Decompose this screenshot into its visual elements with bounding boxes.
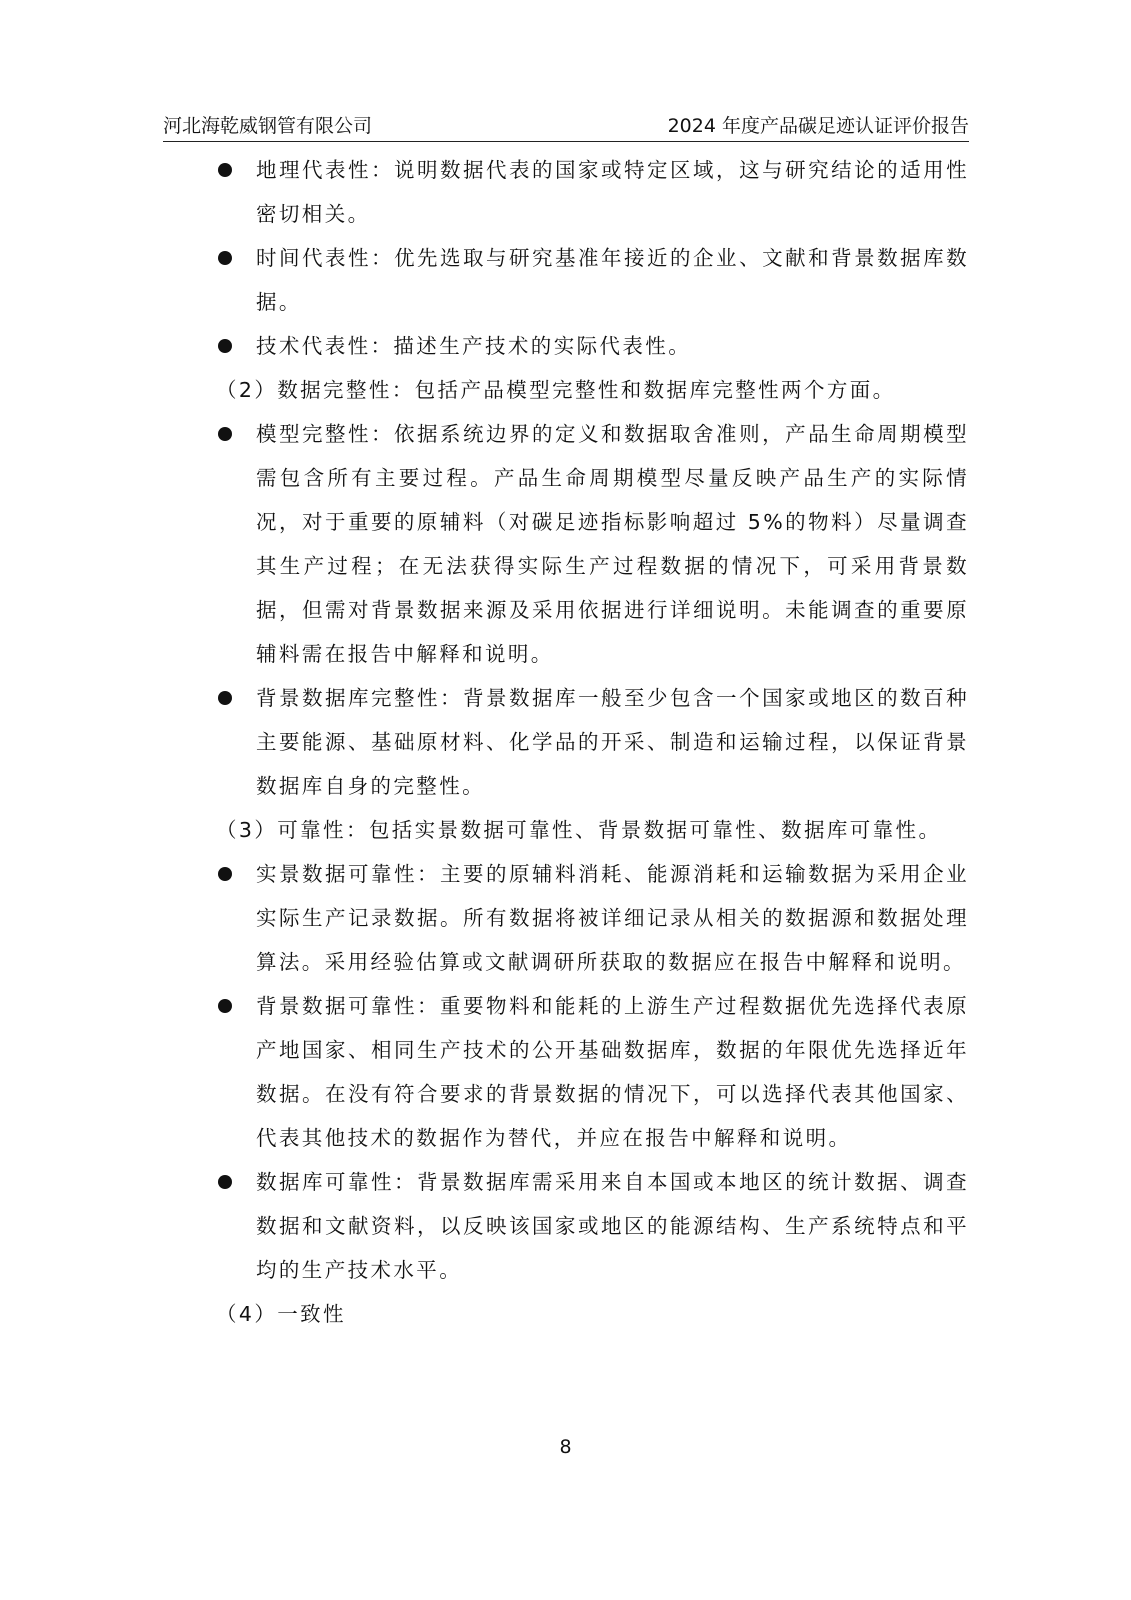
page-body xyxy=(163,148,969,1336)
page-header xyxy=(163,108,969,142)
bullet-foreground-data-reliability: 实景数据可靠性：主要的原辅料消耗、能源消耗和运输数据为采用企业实际生产记录数据。所有数据将被详细记录从相关的数据源和数据处理算法。采用经验估算或文献调研所获取的数据应在报告中解释和说明。 xyxy=(163,852,969,984)
page-number: 8 xyxy=(559,1436,572,1458)
header-company: 河北海乾威钢管有限公司 xyxy=(163,115,373,137)
bullet-database-completeness: 背景数据库完整性：背景数据库一般至少包含一个国家或地区的数百种主要能源、基础原材料、化学品的开采、制造和运输过程，以保证背景数据库自身的完整性。 xyxy=(163,676,969,808)
section-consistency: （4）一致性 xyxy=(216,1302,346,1326)
bullet-background-data-reliability: 背景数据可靠性：重要物料和能耗的上游生产过程数据优先选择代表原产地国家、相同生产技术的公开基础数据库，数据的年限优先选择近年数据。在没有符合要求的背景数据的情况下，可以选择代表其他国家、代表其他技术的数据作为替代，并应在报告中解释和说明。 xyxy=(163,984,969,1160)
section-reliability: （3）可靠性：包括实景数据可靠性、背景数据可靠性、数据库可靠性。 xyxy=(216,818,942,842)
bullet-temporal-representativeness: 时间代表性：优先选取与研究基准年接近的企业、文献和背景数据库数据。 xyxy=(163,236,969,324)
bullet-database-reliability: 数据库可靠性：背景数据库需采用来自本国或本地区的统计数据、调查数据和文献资料，以反映该国家或地区的能源结构、生产系统特点和平均的生产技术水平。 xyxy=(163,1160,969,1292)
bullet-geographic-representativeness: 地理代表性：说明数据代表的国家或特定区域，这与研究结论的适用性密切相关。 xyxy=(163,148,969,236)
section-data-completeness: （2）数据完整性：包括产品模型完整性和数据库完整性两个方面。 xyxy=(216,378,896,402)
header-report-title: 2024 年度产品碳足迹认证评价报告 xyxy=(667,115,969,137)
bullet-technical-representativeness: 技术代表性：描述生产技术的实际代表性。 xyxy=(163,324,969,368)
bullet-model-completeness: 模型完整性：依据系统边界的定义和数据取舍准则，产品生命周期模型需包含所有主要过程。产品生命周期模型尽量反映产品生产的实际情况，对于重要的原辅料（对碳足迹指标影响超过 5%的物料）尽量调查其生产过程；在无法获得实际生产过程数据的情况下，可采用背景数据，但需对背景数据来源及采用依据进行详细说明。未能调查的重要原辅料需在报告中解释和说明。 xyxy=(163,412,969,676)
